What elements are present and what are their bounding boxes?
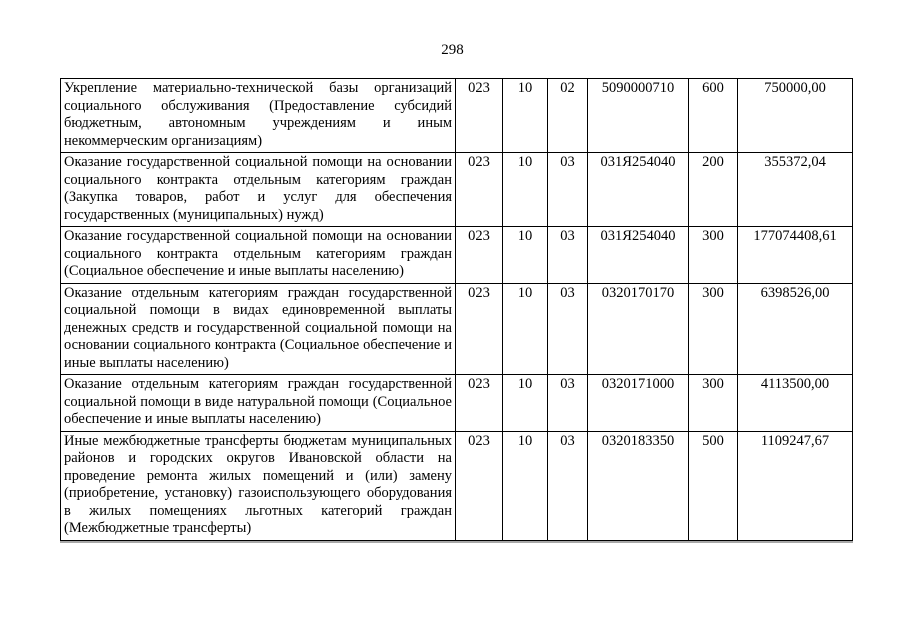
table-body (61, 79, 853, 541)
subsection-code-cell: 03 (548, 153, 588, 227)
table-row (61, 79, 853, 153)
amount-cell: 6398526,00 (738, 283, 853, 375)
table-row (61, 153, 853, 227)
amount-cell: 177074408,61 (738, 227, 853, 284)
expense-type-code-cell: 300 (689, 283, 738, 375)
section-code-cell: 10 (503, 227, 548, 284)
expense-type-code-cell: 600 (689, 79, 738, 153)
expense-type-code-cell: 300 (689, 227, 738, 284)
subsection-code-cell: 03 (548, 431, 588, 540)
section-code-cell: 10 (503, 79, 548, 153)
subsection-code-cell: 03 (548, 283, 588, 375)
grbs-code-cell: 023 (456, 79, 503, 153)
amount-cell: 4113500,00 (738, 375, 853, 432)
expense-name-cell: Оказание отдельным категориям граждан государственной социальной помощи в виде натуральной помощи (Социальное обеспечение и иные выплаты населению) (61, 375, 456, 432)
target-article-code-cell: 031Я254040 (588, 153, 689, 227)
target-article-code-cell: 0320183350 (588, 431, 689, 540)
subsection-code-cell: 03 (548, 375, 588, 432)
expense-type-code-cell: 300 (689, 375, 738, 432)
section-code-cell: 10 (503, 153, 548, 227)
amount-cell: 1109247,67 (738, 431, 853, 540)
grbs-code-cell: 023 (456, 283, 503, 375)
subsection-code-cell: 03 (548, 227, 588, 284)
expense-name-cell: Укрепление материально-технической базы организаций социального обслуживания (Предоставление субсидий бюджетным, автономным учреждениям и иным некоммерческим организациям) (61, 79, 456, 153)
budget-expenses-table (60, 78, 853, 541)
grbs-code-cell: 023 (456, 431, 503, 540)
section-code-cell: 10 (503, 283, 548, 375)
table-row (61, 375, 853, 432)
grbs-code-cell: 023 (456, 153, 503, 227)
page-number: 298 (441, 42, 464, 58)
subsection-code-cell: 02 (548, 79, 588, 153)
expense-name-cell: Оказание государственной социальной помощи на основании социального контракта отдельным категориям граждан (Социальное обеспечение и иные выплаты населению) (61, 227, 456, 284)
expense-type-code-cell: 200 (689, 153, 738, 227)
expense-type-code-cell: 500 (689, 431, 738, 540)
target-article-code-cell: 031Я254040 (588, 227, 689, 284)
target-article-code-cell: 5090000710 (588, 79, 689, 153)
amount-cell: 355372,04 (738, 153, 853, 227)
grbs-code-cell: 023 (456, 375, 503, 432)
expense-name-cell: Оказание государственной социальной помощи на основании социального контракта отдельным категориям граждан (Закупка товаров, работ и услуг для обеспечения государственных (муниципальных) нужд) (61, 153, 456, 227)
table-row (61, 227, 853, 284)
expense-name-cell: Оказание отдельным категориям граждан государственной социальной помощи в видах единовременной выплаты денежных средств и государственной социальной помощи на основании социального контракта (Социальное обеспечение и иные выплаты населению) (61, 283, 456, 375)
table-row (61, 283, 853, 375)
target-article-code-cell: 0320170170 (588, 283, 689, 375)
expense-name-cell: Иные межбюджетные трансферты бюджетам муниципальных районов и городских округов Ивановской области на проведение ремонта жилых помещений и (или) замену (приобретение, установку) газоиспользующего оборудования в жилых помещениях льготных категорий граждан (Межбюджетные трансферты) (61, 431, 456, 540)
amount-cell: 750000,00 (738, 79, 853, 153)
section-code-cell: 10 (503, 375, 548, 432)
section-code-cell: 10 (503, 431, 548, 540)
target-article-code-cell: 0320171000 (588, 375, 689, 432)
grbs-code-cell: 023 (456, 227, 503, 284)
table-row (61, 431, 853, 540)
